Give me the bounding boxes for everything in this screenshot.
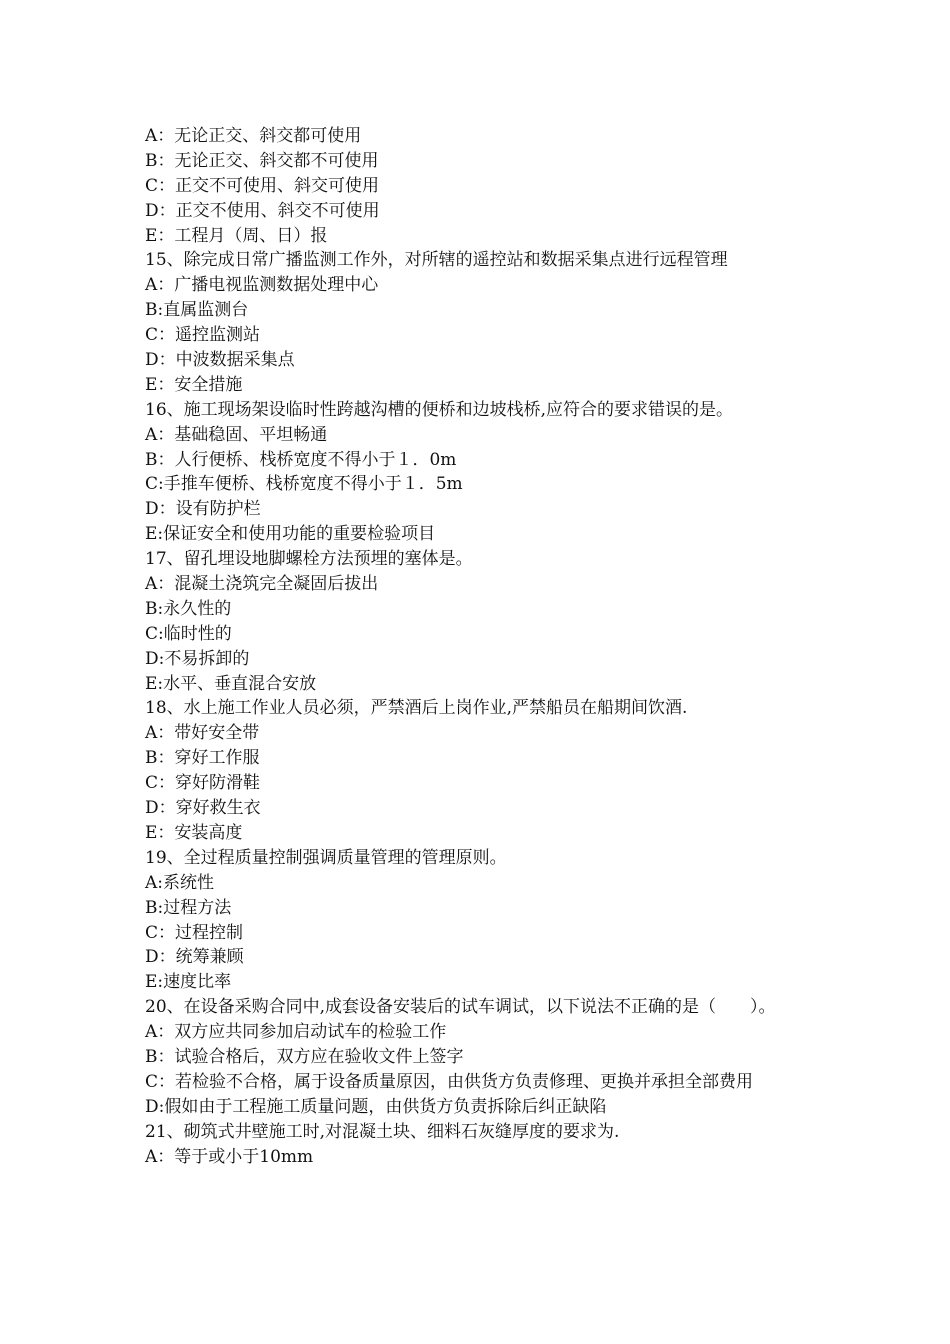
option-line: B:直属监测台 [145,300,249,321]
option-line: E:速度比率 [145,972,232,993]
option-line: D:假如由于工程施工质量问题，由供货方负责拆除后纠正缺陷 [145,1096,607,1117]
option-line: A：混凝土浇筑完全凝固后拔出 [145,574,379,595]
option-line: A：带好安全带 [145,723,260,744]
option-line: E:水平、垂直混合安放 [145,673,317,694]
option-line: C：过程控制 [145,922,244,943]
option-line: D:不易拆卸的 [145,648,250,669]
document-page [145,124,810,1169]
option-line: B：试验合格后，双方应在验收文件上签字 [145,1046,464,1067]
option-line: C：遥控监测站 [145,325,261,346]
option-line: D：正交不使用、斜交不可使用 [145,200,380,221]
option-line: A：无论正交、斜交都可使用 [145,126,362,146]
question-19: 19、全过程质量控制强调质量管理的管理原则。 [145,847,507,868]
option-line: B：穿好工作服 [145,748,260,769]
option-line: B：人行便桥、栈桥宽度不得小于１．0m [145,449,457,470]
option-line: E:保证安全和使用功能的重要检验项目 [145,524,436,545]
option-line: D：统筹兼顾 [145,947,244,968]
question-15: 15、除完成日常广播监测工作外，对所辖的遥控站和数据采集点进行远程管理 [145,250,728,271]
option-line: C:临时性的 [145,623,232,644]
option-line: E：安装高度 [145,822,243,843]
option-line: C：正交不可使用、斜交可使用 [145,175,380,196]
option-line: E：工程月（周、日）报 [145,225,328,246]
option-line: A:系统性 [145,872,215,893]
option-line: A：等于或小于10mm [145,1146,314,1167]
option-line: E：安全措施 [145,374,243,395]
option-line: A：双方应共同参加启动试车的检验工作 [145,1022,447,1043]
question-20: 20、在设备采购合同中,成套设备安装后的试车调试，以下说法不正确的是（ ）。 [145,997,776,1018]
option-line: C：若检验不合格，属于设备质量原因，由供货方负责修理、更换并承担全部费用 [145,1071,754,1092]
option-line: B:永久性的 [145,598,232,619]
question-18: 18、水上施工作业人员必须，严禁酒后上岗作业,严禁船员在船期间饮酒. [145,698,688,719]
option-line: C：穿好防滑鞋 [145,773,261,794]
option-line: B：无论正交、斜交都不可使用 [145,150,379,171]
question-21: 21、砌筑式井壁施工时,对混凝土块、细料石灰缝厚度的要求为. [145,1121,620,1142]
option-line: A：广播电视监测数据处理中心 [145,275,379,296]
option-line: D：设有防护栏 [145,499,261,520]
option-line: D：中波数据采集点 [145,350,295,371]
question-17: 17、留孔埋设地脚螺栓方法预埋的塞体是。 [145,549,473,570]
option-line: D：穿好救生衣 [145,798,261,819]
option-line: B:过程方法 [145,897,232,918]
question-16: 16、施工现场架设临时性跨越沟槽的便桥和边坡栈桥,应符合的要求错误的是。 [145,399,734,420]
option-line: C:手推车便桥、栈桥宽度不得小于１．5m [145,474,463,495]
option-line: A：基础稳固、平坦畅通 [145,424,328,445]
